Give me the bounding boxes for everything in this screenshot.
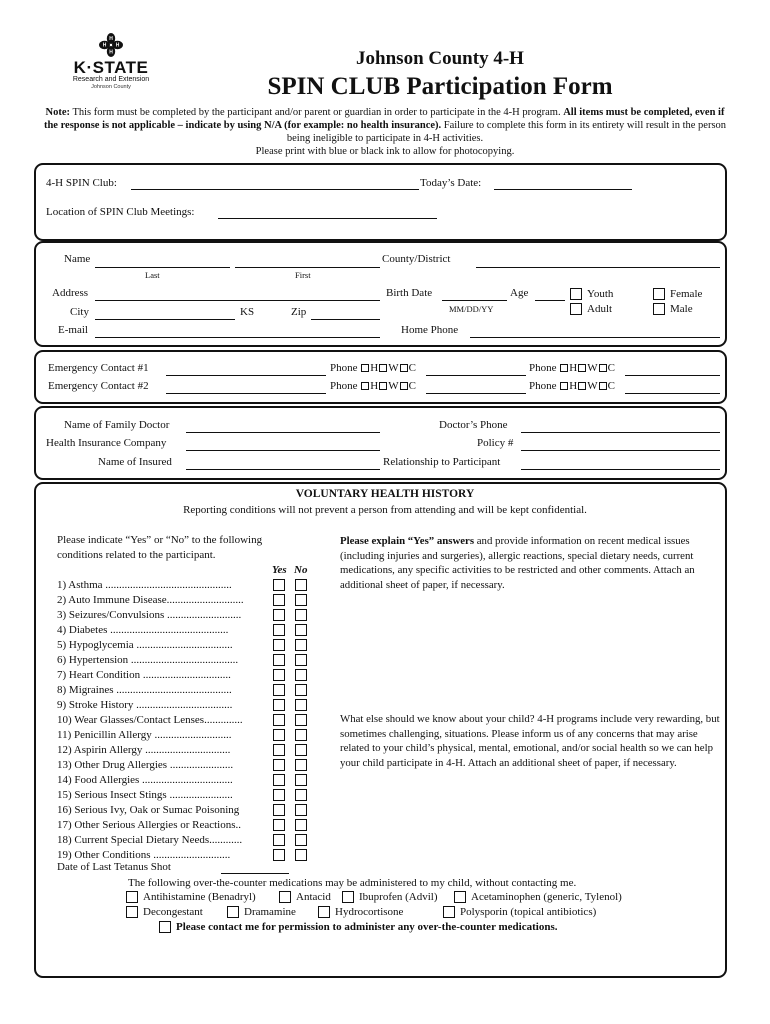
condition-yes-checkbox[interactable] [273,804,285,816]
logo-brand: K·STATE [73,58,149,77]
condition-no-checkbox[interactable] [295,639,307,651]
condition-label: 4) Diabetes ........................................... [57,624,229,636]
condition-yes-checkbox[interactable] [273,579,285,591]
home-phone-label: Home Phone [401,324,459,336]
doctor-label: Name of Family Doctor [64,419,170,431]
w-label: W [587,362,598,374]
acetaminophen-checkbox[interactable] [454,891,466,903]
participant-section [34,241,727,347]
condition-yes-checkbox[interactable] [273,849,285,861]
condition-no-checkbox[interactable] [295,624,307,636]
home-checkbox[interactable] [560,382,568,390]
c-label: C [408,380,416,392]
otc-intro: The following over-the-counter medications may be administered to my child, without contacting me. [128,877,577,889]
c-label: C [607,362,615,374]
condition-label: 13) Other Drug Allergies ....................... [57,759,234,771]
tetanus-field[interactable] [221,873,289,874]
condition-no-checkbox[interactable] [295,804,307,816]
dramamine-label: Dramamine [244,906,296,918]
condition-label: 3) Seizures/Convulsions ........................... [57,609,242,621]
condition-no-checkbox[interactable] [295,699,307,711]
policy-field[interactable] [521,450,720,451]
explain-bold: Please explain “Yes” answers [340,535,475,547]
ibuprofen-checkbox[interactable] [342,891,354,903]
antihistamine-checkbox[interactable] [126,891,138,903]
contact-me-label: Please contact me for permission to administer any over-the-counter medications. [176,921,558,933]
address-field[interactable] [95,300,380,301]
emergency-contact2-label: Emergency Contact #2 [48,380,149,392]
state-label: KS [240,306,255,318]
condition-yes-checkbox[interactable] [273,624,285,636]
emergency1-phone2 [529,362,615,374]
email-field[interactable] [95,337,380,338]
location-field[interactable] [218,218,437,219]
male-label: Male [670,303,693,315]
emergency2-phone1-field[interactable] [426,393,526,394]
condition-label: 14) Food Allergies ................................. [57,774,233,786]
policy-label: Policy # [477,437,514,449]
county-label: County/District [382,253,451,265]
phone-label: Phone [330,380,358,392]
condition-yes-checkbox[interactable] [273,699,285,711]
adult-label: Adult [587,303,613,315]
cell-checkbox[interactable] [599,382,607,390]
w-label: W [388,362,399,374]
emergency-contact1-label: Emergency Contact #1 [48,362,149,374]
condition-yes-checkbox[interactable] [273,669,285,681]
condition-label: 11) Penicillin Allergy ............................ [57,729,232,741]
note-ink: Please print with blue or black ink to allow for photocopying. [255,146,515,157]
cell-checkbox[interactable] [599,364,607,372]
condition-label: 15) Serious Insect Stings ....................... [57,789,233,801]
contact-me-checkbox[interactable] [159,921,171,933]
condition-no-checkbox[interactable] [295,684,307,696]
condition-no-checkbox[interactable] [295,789,307,801]
adult-checkbox[interactable] [570,303,582,315]
emergency-contact1-field[interactable] [166,375,326,376]
c-label: C [607,380,615,392]
insured-field[interactable] [186,469,380,470]
condition-label: 6) Hypertension ....................................... [57,654,239,666]
condition-label: 19) Other Conditions ............................ [57,849,231,861]
emergency-contact2-field[interactable] [166,393,326,394]
decongestant-checkbox[interactable] [126,906,138,918]
health-subtitle: Reporting conditions will not prevent a person from attending and will be kept confidential. [183,504,587,516]
emergency1-phone1 [330,362,416,374]
polysporin-label: Polysporin (topical antibiotics) [460,906,597,918]
phone-label: Phone [529,362,557,374]
doctor-field[interactable] [186,432,380,433]
insurance-label: Health Insurance Company [46,437,167,449]
svg-text:H: H [109,49,113,56]
condition-label: 1) Asthma .............................................. [57,579,232,591]
club-section [34,163,727,241]
condition-yes-checkbox[interactable] [273,609,285,621]
condition-no-checkbox[interactable] [295,834,307,846]
condition-label: 18) Current Special Dietary Needs............ [57,834,243,846]
spin-club-label: 4-H SPIN Club: [46,177,117,189]
ibuprofen-label: Ibuprofen (Advil) [359,891,438,903]
last-caption: Last [145,270,160,280]
condition-label: 16) Serious Ivy, Oak or Sumac Poisoning [57,804,240,816]
female-label: Female [670,288,703,300]
emergency2-phone2 [529,380,615,392]
mmddyy-caption: MM/DD/YY [449,304,494,314]
condition-label: 2) Auto Immune Disease............................ [57,594,244,606]
county-field[interactable] [476,267,720,268]
last-name-field[interactable] [95,267,230,268]
city-field[interactable] [95,319,235,320]
emergency-section [34,350,727,404]
condition-yes-checkbox[interactable] [273,774,285,786]
note-bold: All items must be completed, even if the response is not applicable – indicate by using N/A (for example: no health insurance). [43,107,725,131]
youth-label: Youth [587,288,614,300]
antacid-checkbox[interactable] [279,891,291,903]
svg-text:H: H [102,42,107,49]
w-label: W [587,380,598,392]
explain-yes-paragraph [340,534,722,592]
polysporin-checkbox[interactable] [443,906,455,918]
condition-yes-checkbox[interactable] [273,654,285,666]
condition-yes-checkbox[interactable] [273,834,285,846]
location-label: Location of SPIN Club Meetings: [46,206,195,218]
condition-yes-checkbox[interactable] [273,639,285,651]
insurance-field[interactable] [186,450,380,451]
emergency1-phone2-field[interactable] [625,375,720,376]
condition-no-checkbox[interactable] [295,579,307,591]
work-checkbox[interactable] [379,364,387,372]
title-county: Johnson County 4-H [356,48,524,69]
cell-checkbox[interactable] [400,382,408,390]
emergency1-phone1-field[interactable] [426,375,526,376]
age-field[interactable] [535,300,565,301]
hydrocortisone-checkbox[interactable] [318,906,330,918]
h-label: H [370,380,379,392]
logo-line1: Research and Extension [72,76,150,83]
antacid-label: Antacid [296,891,331,903]
indicate-line2: conditions related to the participant. [57,549,216,561]
condition-label: 5) Hypoglycemia ................................... [57,639,233,651]
health-title: VOLUNTARY HEALTH HISTORY [295,488,475,500]
doctor-phone-field[interactable] [521,432,720,433]
condition-yes-checkbox[interactable] [273,684,285,696]
zip-label: Zip [291,306,307,318]
dramamine-checkbox[interactable] [227,906,239,918]
insured-label: Name of Insured [98,456,172,468]
condition-no-checkbox[interactable] [295,654,307,666]
condition-no-checkbox[interactable] [295,609,307,621]
condition-no-checkbox[interactable] [295,759,307,771]
h-label: H [569,362,578,374]
work-checkbox[interactable] [379,382,387,390]
age-label: Age [510,287,529,299]
page-title: SPIN CLUB Participation Form [267,73,613,100]
first-name-field[interactable] [235,267,380,268]
condition-no-checkbox[interactable] [295,744,307,756]
h-label: H [569,380,578,392]
birth-date-field[interactable] [442,300,507,301]
condition-yes-checkbox[interactable] [273,789,285,801]
relationship-label: Relationship to Participant [383,456,501,468]
work-checkbox[interactable] [578,364,586,372]
hydrocortisone-label: Hydrocortisone [335,906,404,918]
phone-label: Phone [330,362,358,374]
svg-text:H: H [109,36,113,42]
note-text1: This form must be completed by the participant and/or parent or guardian in order to participate in the 4-H program. [70,107,564,118]
zip-field[interactable] [311,319,380,320]
city-label: City [70,306,89,318]
condition-yes-checkbox[interactable] [273,594,285,606]
condition-label: 9) Stroke History ................................... [57,699,233,711]
condition-yes-checkbox[interactable] [273,714,285,726]
condition-no-checkbox[interactable] [295,714,307,726]
tetanus-label: Date of Last Tetanus Shot [57,861,171,873]
spin-club-field[interactable] [131,189,419,190]
home-checkbox[interactable] [361,382,369,390]
female-checkbox[interactable] [653,288,665,300]
condition-no-checkbox[interactable] [295,594,307,606]
male-checkbox[interactable] [653,303,665,315]
indicate-line1: Please indicate “Yes” or “No” to the following [57,534,263,546]
condition-no-checkbox[interactable] [295,849,307,861]
instructions-note [40,106,730,158]
today-date-label: Today’s Date: [420,177,482,189]
h-label: H [370,362,379,374]
relationship-field[interactable] [521,469,720,470]
emergency2-phone1 [330,380,416,392]
note-text2: Failure to complete this form in its entirety will result in the person being ineligible to participate in 4-H activities. [286,120,727,144]
condition-label: 8) Migraines .......................................... [57,684,232,696]
what-else-paragraph: What else should we know about your child? 4-H programs include very rewarding, but sometimes challenging, situations. Please inform us of any concerns that may arise related to your child’s physical, mental, emotional, and/or social health so we can help your child participate in 4-H. Attach an additional sheet of paper, if necessary. [340,713,720,769]
today-date-field[interactable] [494,189,632,190]
decongestant-label: Decongestant [143,906,203,918]
condition-label: 12) Aspirin Allergy ............................... [57,744,231,756]
birth-date-label: Birth Date [386,287,433,299]
emergency2-phone2-field[interactable] [625,393,720,394]
home-phone-field[interactable] [470,337,720,338]
acetaminophen-label: Acetaminophen (generic, Tylenol) [471,891,622,903]
condition-no-checkbox[interactable] [295,819,307,831]
condition-yes-checkbox[interactable] [273,819,285,831]
condition-yes-checkbox[interactable] [273,759,285,771]
youth-checkbox[interactable] [570,288,582,300]
condition-label: 10) Wear Glasses/Contact Lenses.............. [57,714,243,726]
condition-yes-checkbox[interactable] [273,744,285,756]
doctor-phone-label: Doctor’s Phone [439,419,508,431]
home-checkbox[interactable] [560,364,568,372]
name-label: Name [64,253,91,265]
logo-line2: Johnson County [91,84,131,90]
condition-no-checkbox[interactable] [295,669,307,681]
w-label: W [388,380,399,392]
home-checkbox[interactable] [361,364,369,372]
condition-label: 17) Other Serious Allergies or Reactions.. [57,819,242,831]
email-label: E-mail [58,324,88,336]
condition-no-checkbox[interactable] [295,774,307,786]
note-label: Note: [45,107,71,118]
condition-label: 7) Heart Condition ................................ [57,669,231,681]
address-label: Address [52,287,89,299]
no-header: No [294,564,308,576]
antihistamine-label: Antihistamine (Benadryl) [143,891,256,903]
explain-text: and provide information on recent medical issues (including injuries and surgeries), allergic reactions, special dietary needs, current medications, any specific activities to be restricted and other comments. Attach an additional sheet of paper, if necessary. [340,535,695,591]
cell-checkbox[interactable] [400,364,408,372]
condition-no-checkbox[interactable] [295,729,307,741]
condition-yes-checkbox[interactable] [273,729,285,741]
svg-text:H: H [115,42,120,49]
work-checkbox[interactable] [578,382,586,390]
first-caption: First [295,270,311,280]
c-label: C [408,362,416,374]
phone-label: Phone [529,380,557,392]
yes-header: Yes [272,564,287,576]
